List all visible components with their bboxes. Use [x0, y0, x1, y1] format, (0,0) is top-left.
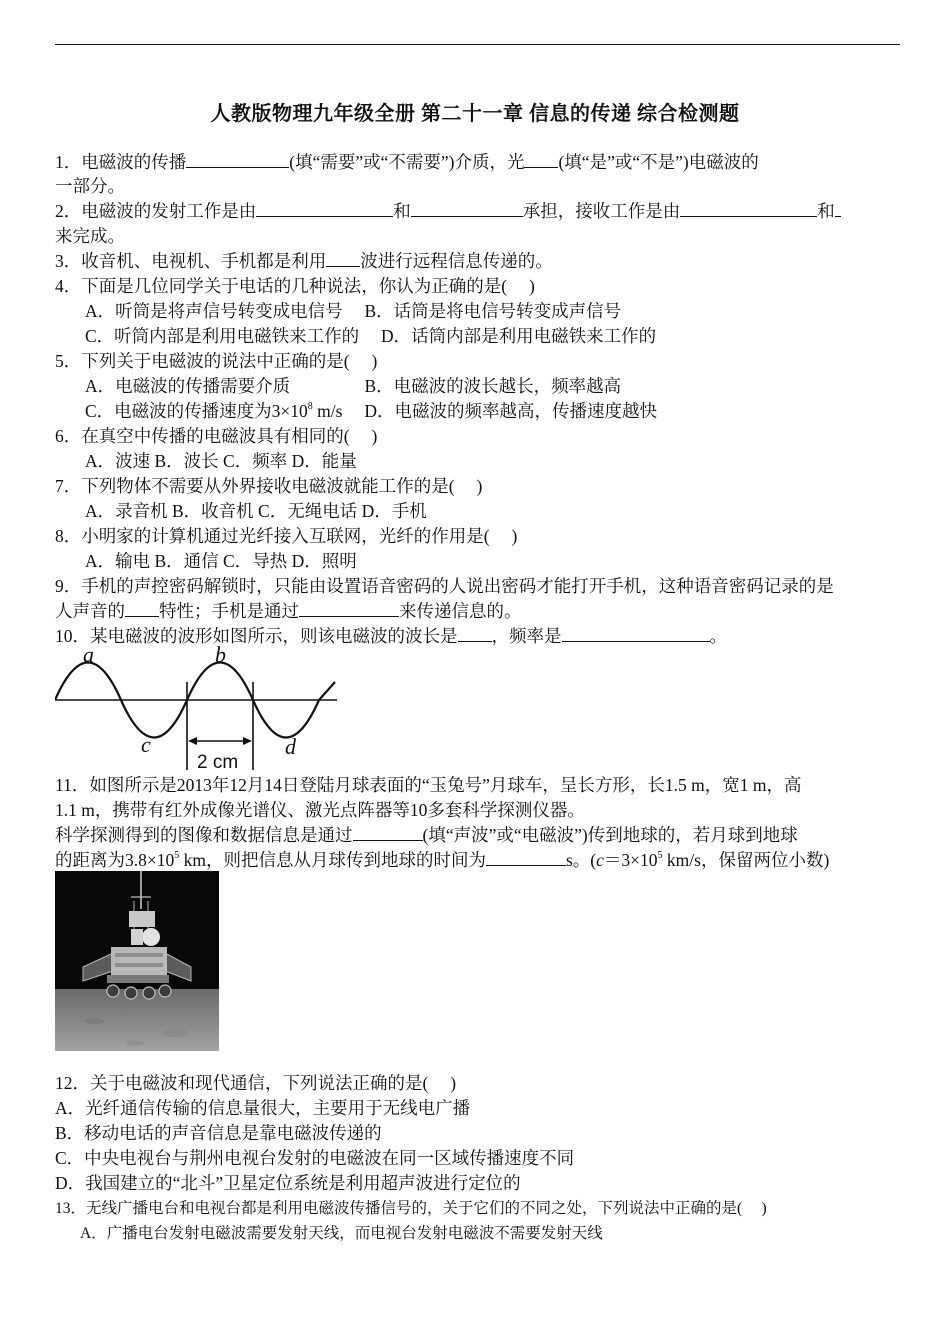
q10-blank-2[interactable]: [562, 624, 710, 642]
q2-text-b: 和: [393, 201, 411, 221]
question-8-options: A．输电 B．通信 C．导热 D．照明: [85, 551, 357, 571]
question-4-options-2: C．听筒内部是利用电磁铁来工作的 D．话筒内部是利用电磁铁来工作的: [85, 326, 657, 346]
question-2-line-1: [55, 199, 841, 223]
question-5-options-1: A．电磁波的传播需要介质 B．电磁波的波长越长，频率越高: [85, 376, 622, 396]
wave-arrow-right: [243, 737, 252, 745]
q11-text-c: 的距离为3.8×10: [55, 850, 175, 870]
q5-option-c-text: C．电磁波的传播速度为3×10: [85, 401, 308, 421]
question-5-stem: 5．下列关于电磁波的说法中正确的是( ): [55, 351, 378, 371]
question-1-line-2: 一部分。: [55, 176, 125, 196]
question-1-line-1: [55, 150, 759, 174]
document-title: 人教版物理九年级全册 第二十一章 信息的传递 综合检测题: [210, 103, 740, 125]
q2-text-a: 2．电磁波的发射工作是由: [55, 201, 257, 221]
question-12-stem: 12．关于电磁波和现代通信，下列说法正确的是( ): [55, 1073, 457, 1093]
q1-blank-2[interactable]: [524, 150, 558, 168]
q10-text-c: 。: [709, 626, 727, 646]
question-7-options: A．录音机 B．收音机 C．无绳电话 D．手机: [85, 501, 427, 521]
q9-text-a: 人声音的: [55, 601, 125, 621]
q11-speed-symbol: c: [596, 850, 604, 870]
question-6-stem: 6．在真空中传播的电磁波具有相同的( ): [55, 426, 378, 446]
header-rule: [55, 44, 900, 45]
q10-blank-1[interactable]: [458, 624, 492, 642]
question-13-option-a: A．广播电台发射电磁波需要发射天线，而电视台发射电磁波不需要发射天线: [80, 1225, 603, 1242]
q1-text-c: (填“是”或“不是”)电磁波的: [558, 152, 759, 172]
question-2-line-2: 来完成。: [55, 226, 125, 246]
q1-text-a: 1．电磁波的传播: [55, 152, 187, 172]
question-13-stem: 13．无线广播电台和电视台都是利用电磁波传播信号的，关于它们的不同之处，下列说法中正确的是( ): [55, 1200, 767, 1217]
wave-measure-label: 2 cm: [197, 752, 239, 772]
question-11-line-1: 11．如图所示是2013年12月14日登陆月球表面的“玉兔号”月球车，呈长方形，长1.5 m，宽1 m，高: [55, 775, 802, 795]
q2-blank-1[interactable]: [256, 199, 393, 217]
question-4-options-1: A．听筒是将声信号转变成电信号 B．话筒是将电信号转变成声信号: [85, 301, 622, 321]
question-11-line-2: 1.1 m，携带有红外成像光谱仪、激光点阵器等10多套科学探测仪器。: [55, 800, 585, 820]
q11-text-e: s。(: [566, 850, 597, 870]
q2-blank-4[interactable]: [835, 199, 841, 217]
question-6-options: A．波速 B．波长 C．频率 D．能量: [85, 451, 357, 471]
q3-blank[interactable]: [326, 249, 360, 267]
wave-label-d: d: [285, 734, 296, 759]
q1-text-b: (填“需要”或“不需要”)介质，光: [289, 152, 525, 172]
q10-text-b: ，频率是: [491, 626, 562, 646]
q9-text-b: 特性；手机是通过: [159, 601, 299, 621]
q2-blank-3[interactable]: [680, 199, 817, 217]
q1-blank-1[interactable]: [186, 150, 289, 168]
wave-label-c: c: [141, 732, 151, 757]
q11-blank-2[interactable]: [486, 848, 566, 866]
q9-blank-2[interactable]: [299, 599, 399, 617]
question-8-stem: 8．小明家的计算机通过光纤接入互联网，光纤的作用是( ): [55, 526, 518, 546]
q11-text-f: ＝3×10: [603, 850, 658, 870]
question-12-option-d: D．我国建立的“北斗”卫星定位系统是利用超声波进行定位的: [55, 1173, 521, 1193]
q11-text-a: 科学探测得到的图像和数据信息是通过: [55, 825, 353, 845]
q10-text-a: 10．某电磁波的波形如图所示，则该电磁波的波长是: [55, 626, 458, 646]
question-11-line-4: [55, 848, 829, 872]
question-9-line-1: 9．手机的声控密码解锁时，只能由设置语音密码的人说出密码才能打开手机，这种语音密码记录的是: [55, 576, 834, 596]
q9-text-c: 来传递信息的。: [399, 601, 522, 621]
question-3: [55, 249, 553, 273]
waveform-figure: [55, 642, 345, 772]
q2-blank-2[interactable]: [411, 199, 523, 217]
question-12-option-c: C．中央电视台与荆州电视台发射的电磁波在同一区域传播速度不同: [55, 1148, 575, 1168]
lunar-rover-photo: [55, 871, 219, 1051]
wave-label-a: a: [83, 642, 94, 667]
q11-text-d: km，则把信息从月球传到地球的时间为: [179, 850, 486, 870]
q11-text-b: (填“声波”或“电磁波”)传到地球的，若月球到地球: [422, 825, 798, 845]
q2-text-d: 和: [817, 201, 835, 221]
q5-exponent: 8: [307, 401, 313, 412]
wave-label-b: b: [215, 642, 226, 667]
question-12-option-b: B．移动电话的声音信息是靠电磁波传递的: [55, 1123, 382, 1143]
q3-text-b: 波进行远程信息传递的。: [360, 251, 553, 271]
question-12-option-a: A．光纤通信传输的信息量很大，主要用于无线电广播: [55, 1098, 471, 1118]
question-7-stem: 7．下列物体不需要从外界接收电磁波就能工作的是( ): [55, 476, 483, 496]
q11-blank-1[interactable]: [353, 823, 423, 841]
q9-blank-1[interactable]: [125, 599, 159, 617]
question-5-options-2: [85, 399, 657, 423]
q3-text-a: 3．收音机、电视机、手机都是利用: [55, 251, 327, 271]
question-9-line-2: [55, 599, 522, 623]
q11-exponent-1: 5: [174, 850, 180, 861]
question-11-line-3: [55, 823, 798, 847]
question-4-stem: 4．下面是几位同学关于电话的几种说法，你认为正确的是( ): [55, 276, 535, 296]
q2-text-c: 承担，接收工作是由: [522, 201, 681, 221]
q11-text-g: km/s，保留两位小数): [662, 850, 830, 870]
wave-arrow-left: [188, 737, 197, 745]
q5-option-rest: m/s D．电磁波的频率越高，传播速度越快: [312, 401, 657, 421]
q11-exponent-2: 5: [657, 850, 663, 861]
